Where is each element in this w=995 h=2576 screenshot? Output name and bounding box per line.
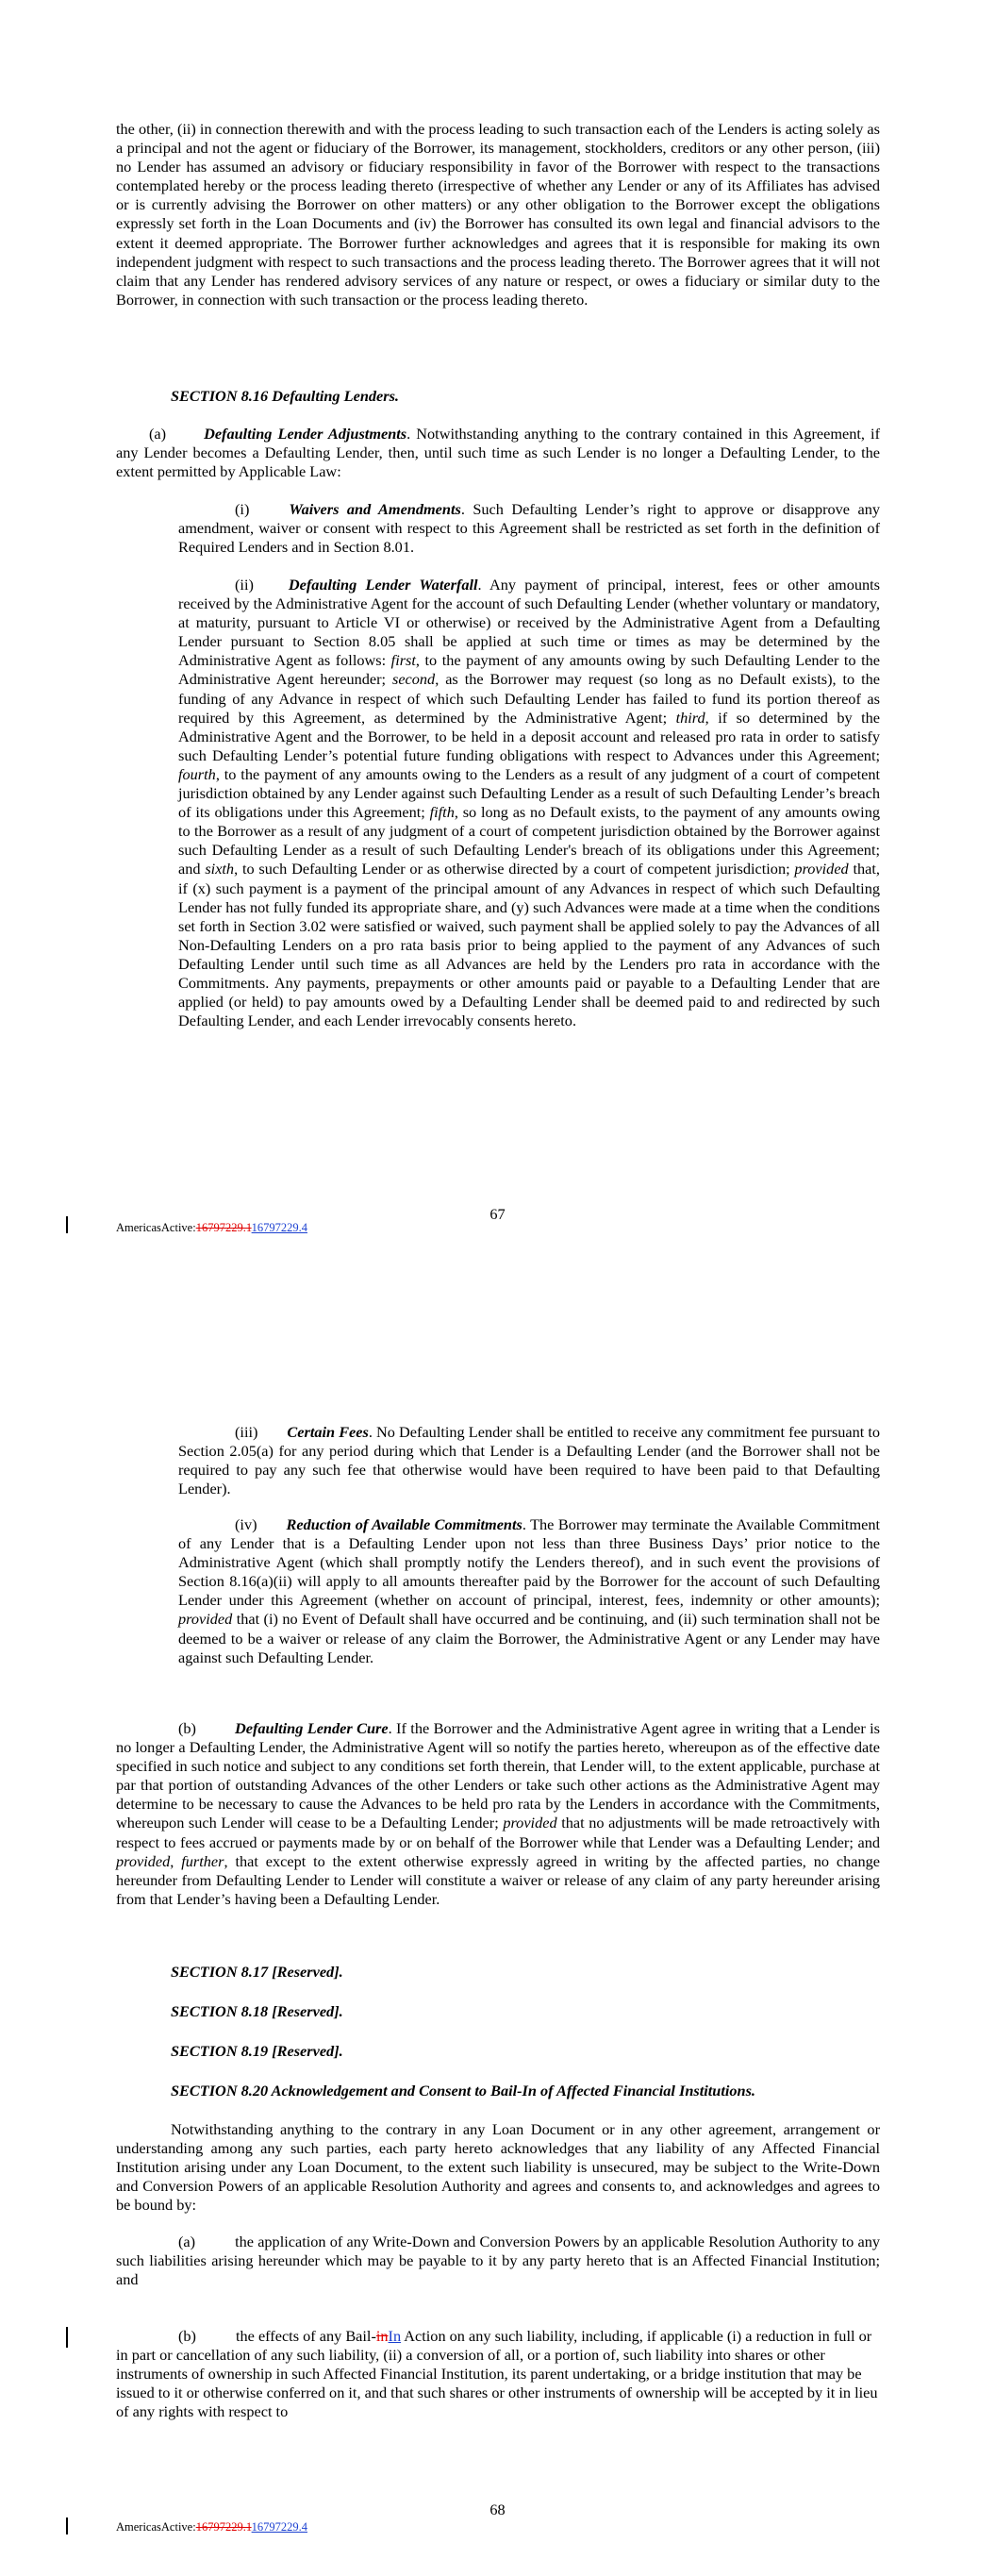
clause-iv-reduction-of-available-commitments: (iv) Reduction of Available Commitments. The Borrower may terminate the Available Commitment of any Lender that is a Defaulting Lender upon not less than three Business Days’ prior notice to the Administrative Agent (which shall promptly notify the Lenders thereof), and in such event the provisions of Section 8.16(a)(ii) will apply to all amounts thereafter paid by the Borrower for the account of such Defaulting Lender under this Agreement (whether on account of principal, interest, fees, indemnity or other amounts); provided that (i) no Event of Default shall have occurred and be continuing, and (ii) such termination shall not be deemed to be a waiver or release of any claim the Borrower, the Administrative Agent or any Lender may have against such Defaulting Lender. [178,1515,880,1666]
clause-ii-defaulting-lender-waterfall: (ii) Defaulting Lender Waterfall. Any payment of principal, interest, fees or other amounts received by the Administrative Agent for the account of such Defaulting Lender (whether voluntary or mandatory, at maturity, pursuant to Article VI or otherwise) or received by the Administrative Agent from a Defaulting Lender pursuant to Section 8.05 shall be applied at such time or times as may be determined by the Administrative Agent as follows: first, to the payment of any amounts owing by such Defaulting Lender to the Administrative Agent hereunder; second, as the Borrower may request (so long as no Default exists), to the funding of any Advance in respect of which such Defaulting Lender has failed to fund its portion thereof as required by this Agreement, as determined by the Administrative Agent; third, if so determined by the Administrative Agent and the Borrower, to be held in a deposit account and released pro rata in order to satisfy such Defaulting Lender’s potential future funding obligations with respect to Advances under this Agreement; fourth, to the payment of any amounts owing to the Lenders as a result of any judgment of a court of competent jurisdiction obtained by any Lender against such Defaulting Lender as a result of such Defaulting Lender’s breach of its obligations under this Agreement; fifth, so long as no Default exists, to the payment of any amounts owing to the Borrower as a result of any judgment of a court of competent jurisdiction obtained by the Borrower against such Defaulting Lender as a result of such Defaulting Lender's breach of its obligations under this Agreement; and sixth, to such Defaulting Lender or as otherwise directed by a court of competent jurisdiction; provided that, if (x) such payment is a payment of the principal amount of any Advances in respect of which such Defaulting Lender has not fully funded its appropriate share, and (y) such Advances were made at a time when the conditions set forth in Section 3.02 were satisfied or waived, such payment shall be applied solely to pay the Advances of all Non-Defaulting Lenders on a pro rata basis prior to being applied to the payment of any Advances of such Defaulting Lender until such time as all Advances are held by the Lenders pro rata in accordance with the Commitments. Any payments, prepayments or other amounts paid or payable to a Defaulting Lender that are applied (or held) to pay amounts owed by a Defaulting Lender shall be deemed paid to and redirected by such Defaulting Lender, and each Lender irrevocably consents hereto. [178,576,881,1030]
change-bar [66,2327,68,2348]
section-8-20-heading: SECTION 8.20 Acknowledgement and Consent to Bail-In of Affected Financial Institutions. [171,2082,755,2099]
page-number: 68 [489,2501,506,2518]
section-8-18-heading: SECTION 8.18 [Reserved]. [171,2002,343,2020]
clause-title: Defaulting Lender Adjustments [204,425,407,443]
clause-title: Certain Fees [287,1423,369,1441]
clause-label: (b) [178,2327,196,2345]
clause-title: Defaulting Lender Waterfall [288,576,478,594]
section-8-20-paragraph: Notwithstanding anything to the contrary in any Loan Document or in any other agreement, arrangement or understanding among any such parties, each party hereto acknowledges that any liability of any Affected Financial Institution arising under any Loan Document, to the extent such liability is unsecured, may be subject to the Write-Down and Conversion Powers of an applicable Resolution Authority and agrees and consents to, and acknowledges and agrees to be bound by: [116,2120,880,2215]
clause-a-write-down: (a) the application of any Write-Down and Conversion Powers by an applicable Resolution Authority to any such liabilities arising hereunder which may be payable to it by any party hereto that is an Affected Financial Institution; and [116,2233,880,2289]
document-footer: AmericasActive:16797229.116797229.4 [116,1221,307,1234]
clause-b-defaulting-lender-cure: (b) Defaulting Lender Cure. If the Borrower and the Administrative Agent agree in writing that a Lender is no longer a Defaulting Lender, the Administrative Agent will so notify the parties hereto, whereupon as of the effective date specified in such notice and subject to any conditions set forth therein, that Lender will, to the extent applicable, purchase at par that portion of outstanding Advances of the other Lenders or take such other actions as the Administrative Agent may determine to be necessary to cause the Advances to be held pro rata by the Lenders in accordance with the Commitments, whereupon such Lender will cease to be a Defaulting Lender; provided that no adjustments will be made retroactively with respect to fees accrued or payments made by or on behalf of the Borrower while that Lender was a Defaulting Lender; and provided, further, that except to the extent otherwise expressly agreed in writing by the affected parties, no change hereunder from Defaulting Lender to Lender will constitute a waiver or release of any claim of any party hereunder arising from that Lender’s having been a Defaulting Lender. [116,1719,881,1908]
clause-i-waivers-and-amendments [178,500,880,557]
deleted-text: 16797229.1 [195,2520,252,2534]
clause-label: (a) [149,425,167,443]
clause-b-bail-in-effects: (b) the effects of any Bail-inIn Action on any such liability, including, if applicable (i) a reduction in full or in part or cancellation of any such liability, (ii) a conversion of all, or a portion of, such liability into shares or other instruments of ownership in such Affected Financial Institution, its parent undertaking, or a bridge institution that may be issued to it or otherwise conferred on it, and that such shares or other instruments of ownership will be accepted by it in lieu of any rights with respect to [116,2327,878,2421]
inserted-text: In [388,2327,402,2345]
clause-title: Reduction of Available Commitments [286,1515,522,1533]
section-8-19-heading: SECTION 8.19 [Reserved]. [171,2042,343,2060]
change-bar [66,1216,68,1233]
clause-label: (ii) [235,576,254,594]
clause-label: (b) [178,1719,196,1737]
clause-iii-certain-fees: (iii) Certain Fees. No Defaulting Lender shall be entitled to receive any commitment fee pursuant to Section 2.05(a) for any period during which that Lender is a Defaulting Lender (and the Borrower shall not be required to pay any such fee that otherwise would have been required to have been paid to that Defaulting Lender). [178,1423,881,1498]
clause-label: (a) [178,2233,196,2250]
document-footer: AmericasActive:16797229.116797229.4 [116,2520,307,2534]
page-68 [0,1288,995,2576]
inserted-text: 16797229.4 [251,1221,307,1234]
clause-label: (i) [235,500,250,518]
deleted-text: 16797229.1 [195,1221,252,1234]
clause-title: Defaulting Lender Cure [234,1719,389,1737]
inserted-text: 16797229.4 [251,2520,307,2534]
clause-label: (iv) [235,1515,257,1533]
clause-a-defaulting-lender-adjustments [116,425,880,481]
page-number: 67 [489,1205,506,1223]
clause-text: . Such Defaulting Lender’s right to approve or disapprove any amendment, waiver or consent with respect to this Agreement shall be restricted as set forth in the definition of Required Lenders and in Section 8.01. [178,500,880,557]
deleted-text: in [375,2327,389,2345]
paragraph-continuation: the other, (ii) in connection therewith and with the process leading to such transaction each of the Lenders is acting solely as a principal and not the agent or fiduciary of the Borrower, its management, stockholders, creditors or any other person, (iii) no Lender has assumed an advisory or fiduciary responsibility in favor of the Borrower with respect to the transactions contemplated hereby or the process leading thereto (irrespective of whether any Lender or any of its Affiliates has advised or is currently advising the Borrower on other matters) or any other obligation to the Borrower except the obligations expressly set forth in the Loan Documents and (iv) the Borrower has consulted its own legal and financial advisors to the extent it deemed appropriate. The Borrower further acknowledges and agrees that it is responsible for making its own independent judgment with respect to such transactions and the process leading thereto. The Borrower agrees that it will not claim that any Lender has rendered advisory services of any nature or respect, or owes a fiduciary or similar duty to the Borrower, in connection with such transaction or the process leading thereto. [116,120,880,309]
section-8-17-heading: SECTION 8.17 [Reserved]. [171,1963,343,1981]
change-bar [66,2517,68,2534]
clause-label: (iii) [235,1423,258,1441]
section-8-16-heading: SECTION 8.16 Defaulting Lenders. [171,387,399,405]
clause-title: Waivers and Amendments [289,500,461,518]
clause-text: . Notwithstanding anything to the contrary contained in this Agreement, if any Lender becomes a Defaulting Lender, then, until such time as such Lender is no longer a Defaulting Lender, to the extent permitted by Applicable Law: [116,425,881,481]
